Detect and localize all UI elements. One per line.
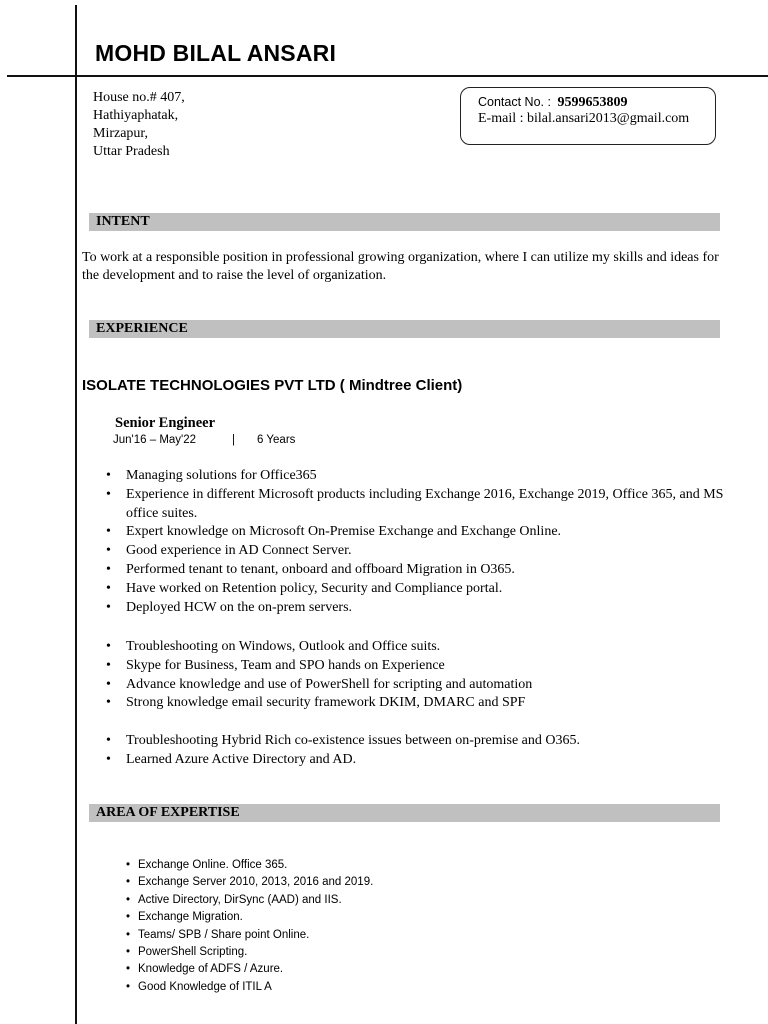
duty-list	[106, 467, 724, 617]
phone-row	[478, 94, 715, 111]
employment-dates	[113, 434, 295, 446]
address-line: House no.# 407,	[93, 90, 185, 105]
expertise-item: • PowerShell Scripting.	[126, 944, 373, 961]
duty-item: • Troubleshooting Hybrid Rich co-existence issues between on-premise and O365.	[106, 732, 724, 751]
intent-text: To work at a responsible position in professional growing organization, where I can utilize my skills and ideas for the development and to raise the level of organization.	[82, 250, 719, 283]
duty-item: • Troubleshooting on Windows, Outlook and Office suits.	[106, 638, 724, 657]
expertise-item: • Good Knowledge of ITIL A	[126, 979, 373, 996]
dates-separator: |	[232, 434, 236, 446]
address-line: Uttar Pradesh	[93, 144, 170, 159]
phone-number: 9599653809	[557, 95, 628, 110]
duty-item: • Performed tenant to tenant, onboard and offboard Migration in O365.	[106, 561, 724, 580]
employment-duration: 6 Years	[257, 434, 296, 446]
duty-item: • Experience in different Microsoft products including Exchange 2016, Exchange 2019, Office 365, and MS office suites.	[106, 486, 724, 524]
expertise-item: • Exchange Online. Office 365.	[126, 857, 373, 874]
company-name: ISOLATE TECHNOLOGIES PVT LTD ( Mindtree Client)	[82, 377, 463, 394]
expertise-item: • Teams/ SPB / Share point Online.	[126, 927, 373, 944]
duty-item: • Expert knowledge on Microsoft On-Premise Exchange and Exchange Online.	[106, 523, 724, 542]
intent-heading: INTENT	[89, 213, 720, 231]
expertise-heading: AREA OF EXPERTISE	[89, 804, 720, 822]
expertise-item: • Exchange Server 2010, 2013, 2016 and 2019.	[126, 874, 373, 891]
duty-item: • Strong knowledge email security framework DKIM, DMARC and SPF	[106, 694, 724, 713]
email-label: E-mail :	[478, 111, 524, 126]
email-address: bilal.ansari2013@gmail.com	[527, 111, 690, 126]
duty-item: • Advance knowledge and use of PowerShell for scripting and automation	[106, 676, 724, 695]
duty-list	[106, 732, 724, 770]
duty-item: • Good experience in AD Connect Server.	[106, 542, 724, 561]
expertise-item: • Knowledge of ADFS / Azure.	[126, 961, 373, 978]
header-divider	[7, 75, 768, 77]
employment-period: Jun'16 – May'22	[113, 434, 197, 446]
duty-item: • Deployed HCW on the on-prem servers.	[106, 599, 724, 618]
expertise-list	[126, 857, 373, 996]
candidate-name: MOHD BILAL ANSARI	[95, 40, 337, 66]
duty-item: • Managing solutions for Office365	[106, 467, 724, 486]
email-row	[478, 111, 715, 127]
address-line: Hathiyaphatak,	[93, 108, 179, 123]
duty-item: • Skype for Business, Team and SPO hands on Experience	[106, 657, 724, 676]
contact-box	[460, 87, 716, 145]
phone-label: Contact No. :	[478, 95, 551, 109]
job-title: Senior Engineer	[115, 415, 216, 431]
duty-item: • Have worked on Retention policy, Security and Compliance portal.	[106, 580, 724, 599]
left-margin-rule	[75, 5, 77, 1024]
address-block	[93, 89, 185, 161]
expertise-item: • Exchange Migration.	[126, 909, 373, 926]
address-line: Mirzapur,	[93, 126, 149, 141]
expertise-item: • Active Directory, DirSync (AAD) and IIS.	[126, 892, 373, 909]
experience-heading: EXPERIENCE	[89, 320, 720, 338]
duty-item: • Learned Azure Active Directory and AD.	[106, 751, 724, 770]
duty-list	[106, 638, 724, 713]
